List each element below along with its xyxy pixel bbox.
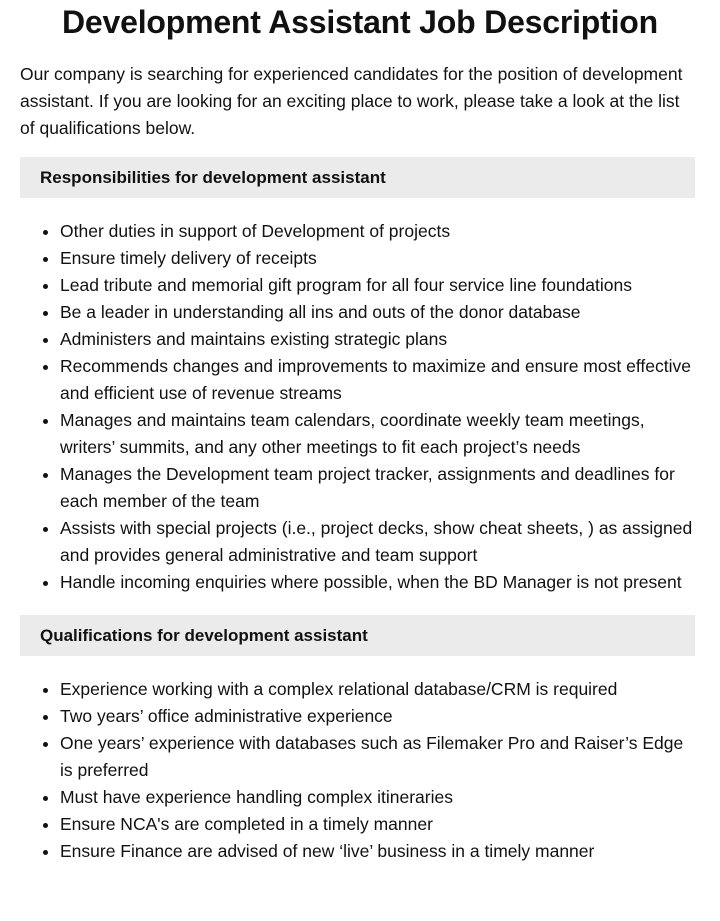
list-item: • Experience working with a complex relational database/CRM is required xyxy=(60,676,695,703)
list-item: • Assists with special projects (i.e., project decks, show cheat sheets, ) as assigned and provides general administrative and team support xyxy=(60,515,695,569)
list-item: • Recommends changes and improvements to maximize and ensure most effective and efficient use of revenue streams xyxy=(60,353,695,407)
responsibilities-list xyxy=(20,218,695,596)
list-item: • Be a leader in understanding all ins and outs of the donor database xyxy=(60,299,695,326)
list-item: • Ensure NCA's are completed in a timely manner xyxy=(60,811,695,838)
list-item: • Must have experience handling complex itineraries xyxy=(60,784,695,811)
list-item: • Ensure Finance are advised of new ‘live’ business in a timely manner xyxy=(60,838,695,865)
list-item: • Administers and maintains existing strategic plans xyxy=(60,326,695,353)
page-title: Development Assistant Job Description xyxy=(62,4,658,40)
qualifications-list xyxy=(20,676,695,865)
list-item: • Two years’ office administrative experience xyxy=(60,703,695,730)
responsibilities-heading: Responsibilities for development assistant xyxy=(20,157,695,198)
list-item: • Lead tribute and memorial gift program for all four service line foundations xyxy=(60,272,695,299)
list-item: • One years’ experience with databases such as Filemaker Pro and Raiser’s Edge is preferred xyxy=(60,730,695,784)
list-item: • Manages and maintains team calendars, coordinate weekly team meetings, writers’ summits, and any other meetings to fit each project’s needs xyxy=(60,407,695,461)
list-item: • Handle incoming enquiries where possible, when the BD Manager is not present xyxy=(60,569,695,596)
list-item: • Manages the Development team project tracker, assignments and deadlines for each member of the team xyxy=(60,461,695,515)
list-item: • Other duties in support of Development of projects xyxy=(60,218,695,245)
list-item: • Ensure timely delivery of receipts xyxy=(60,245,695,272)
intro-paragraph: Our company is searching for experienced candidates for the position of development assistant. If you are looking for an exciting place to work, please take a look at the list of qualifications below. xyxy=(20,64,683,138)
qualifications-heading: Qualifications for development assistant xyxy=(20,615,695,656)
